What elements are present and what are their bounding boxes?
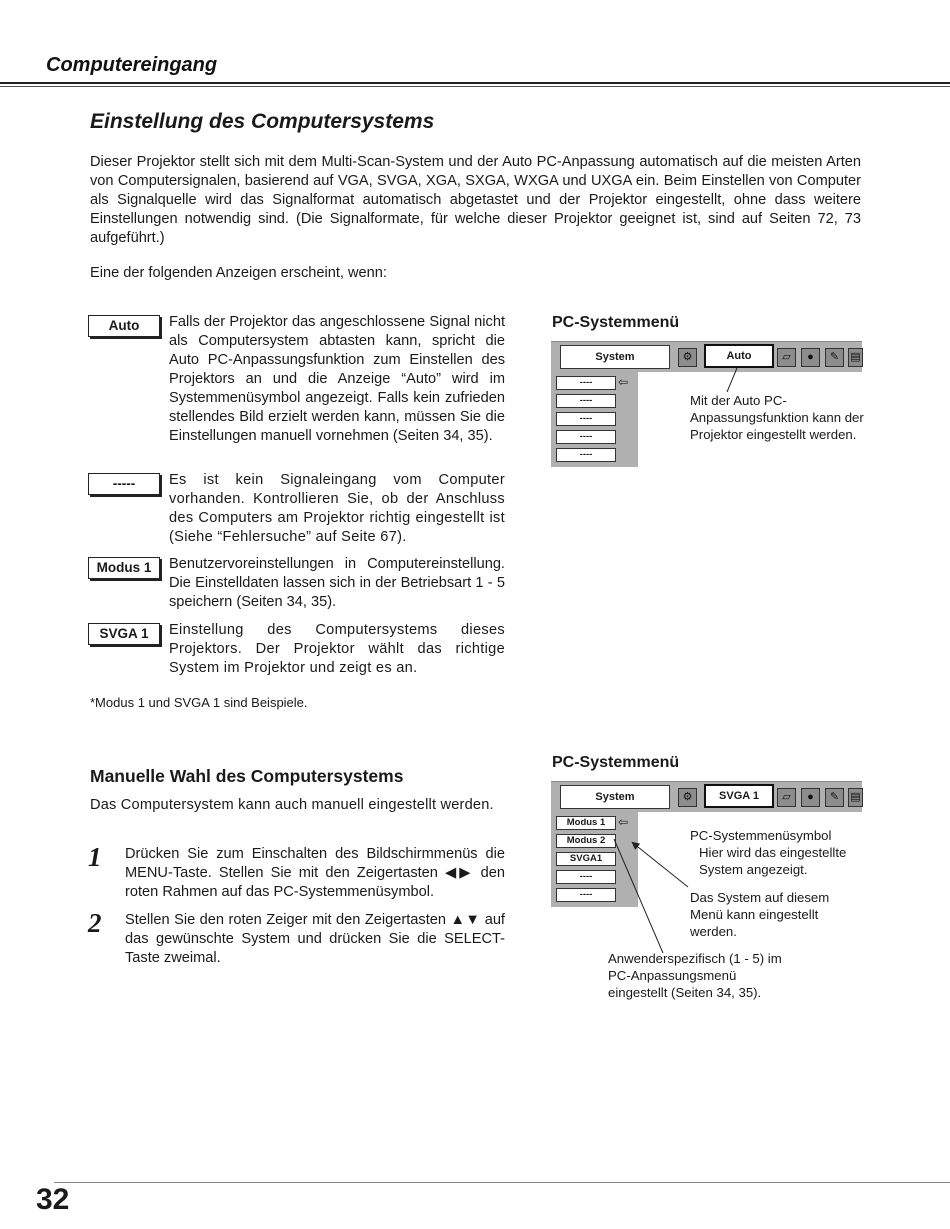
- color-icon: ●: [801, 788, 820, 807]
- menu1-callout: Mit der Auto PC-Anpassungsfunktion kann der Projektor eingestellt werden.: [690, 393, 864, 442]
- menu2-item: ----: [556, 870, 616, 884]
- menu1-item: ----: [556, 394, 616, 408]
- footer-rule: [54, 1182, 950, 1183]
- image-adjust-icon: ✎: [825, 348, 844, 367]
- pc-system-icon: ⚙: [678, 348, 697, 367]
- menu1-item: ----: [556, 430, 616, 444]
- desc-svga1: Einstellung des Computersystems dieses Projektors. Der Projektor wählt das richtige System im Projektor und zeigt es an.: [169, 622, 505, 676]
- chapter-title: Computereingang: [46, 54, 218, 76]
- image-adjust-icon: ✎: [825, 788, 844, 807]
- desc-modus1: Benutzervoreinstellungen in Computereinstellung. Die Einstelldaten lassen sich in der Betriebsart 1 - 5 speichern (Seiten 34, 35).: [169, 556, 505, 610]
- screen-icon: ▤: [848, 788, 863, 807]
- header-rule-thin: [0, 86, 950, 87]
- manual-title: Manuelle Wahl des Computersystems: [90, 766, 404, 786]
- step-text: Drücken Sie zum Einschalten des Bildschirmmenüs die MENU-Taste. Stellen Sie mit den Zeigertasten ◀▶ den roten Rahmen auf das PC-Systemmenüsymbol.: [125, 846, 505, 900]
- section-title: Einstellung des Computersystems: [90, 110, 435, 133]
- callout-symbol-text: Hier wird das eingestellte System angezeigt.: [699, 845, 847, 877]
- tag-auto: Auto: [88, 315, 160, 337]
- menu2-value-box: SVGA 1: [704, 784, 774, 808]
- menu2-item: SVGA1: [556, 852, 616, 866]
- menu2-item: Modus 2: [556, 834, 616, 848]
- page-number: 32: [36, 1183, 70, 1216]
- pointer-arrow-icon: ⇦: [618, 815, 629, 829]
- desc-auto: Falls der Projektor das angeschlossene Signal nicht als Computersystem abtasten kann, spricht die Auto PC-Anpassungsfunktion zum Einstellen des Projektors an und die Anzeige “Auto” wird im Systemmenüsymbol angezeigt. Falls kein zufrieden stellendes Bild erzielt werden kann, müssen Sie die Einstellungen manuell vornehmen (Seiten 34, 35).: [169, 314, 505, 444]
- pointer-arrow-icon: ⇦: [618, 375, 629, 389]
- menu1-value-box: Auto: [704, 344, 774, 368]
- pc-system-icon: ⚙: [678, 788, 697, 807]
- callout-symbol-title: PC-Systemmenüsymbol: [690, 828, 832, 843]
- menu1-item: ----: [556, 412, 616, 426]
- step-text: Stellen Sie den roten Zeiger mit den Zeigertasten ▲▼ auf das gewünschte System und drücken Sie die SELECT-Taste zweimal.: [125, 912, 505, 966]
- menu2-item: ----: [556, 888, 616, 902]
- tag-svga1: SVGA 1: [88, 623, 160, 645]
- menu1-panel: [551, 372, 638, 467]
- menu1-heading: PC-Systemmenü: [552, 314, 680, 331]
- menu2-item: Modus 1: [556, 816, 616, 830]
- color-icon: ●: [801, 348, 820, 367]
- footnote: *Modus 1 und SVGA 1 sind Beispiele.: [90, 695, 308, 710]
- menu2-heading: PC-Systemmenü: [552, 754, 680, 771]
- menu1-item: ----: [556, 448, 616, 462]
- header-rule: [0, 82, 950, 84]
- menu2-callout-system: Das System auf diesem Menü kann eingestellt werden.: [690, 890, 830, 939]
- laptop-icon: ▱: [777, 788, 796, 807]
- lead-sentence: Eine der folgenden Anzeigen erscheint, wenn:: [90, 265, 387, 281]
- menu1-system-box: System: [560, 345, 670, 369]
- menu2-callout-user: Anwenderspezifisch (1 - 5) im PC-Anpassungsmenü eingestellt (Seiten 34, 35).: [608, 951, 782, 1000]
- tag-no-signal: -----: [88, 473, 160, 495]
- intro-paragraph: Dieser Projektor stellt sich mit dem Multi-Scan-System und der Auto PC-Anpassung automatisch auf die meisten Arten von Computersignalen, basierend auf VGA, SVGA, XGA, SXGA, WXGA und UXGA ein. Beim Einstellen von Computer als Signalquelle wird das Signalformat automatisch abgetastet und der Projektor eingestellt, ohne dass weitere Einstellungen notwendig sind. (Die Signalformate, für welche dieser Projektor geeignet ist, sind auf Seiten 72, 73 aufgeführt.): [90, 154, 861, 246]
- menu2-system-box: System: [560, 785, 670, 809]
- menu2-callout-symbol: [690, 827, 865, 878]
- tag-modus1: Modus 1: [88, 557, 160, 579]
- manual-intro: Das Computersystem kann auch manuell eingestellt werden.: [90, 797, 494, 813]
- screen-icon: ▤: [848, 348, 863, 367]
- laptop-icon: ▱: [777, 348, 796, 367]
- step-number: 2: [88, 908, 102, 938]
- desc-no-signal: Es ist kein Signaleingang vom Computer vorhanden. Kontrollieren Sie, ob der Anschluss des Computers am Projektor richtig eingestellt ist (Siehe “Fehlersuche” auf Seite 67).: [169, 472, 505, 545]
- step-number: 1: [88, 842, 102, 872]
- menu1-item: ----: [556, 376, 616, 390]
